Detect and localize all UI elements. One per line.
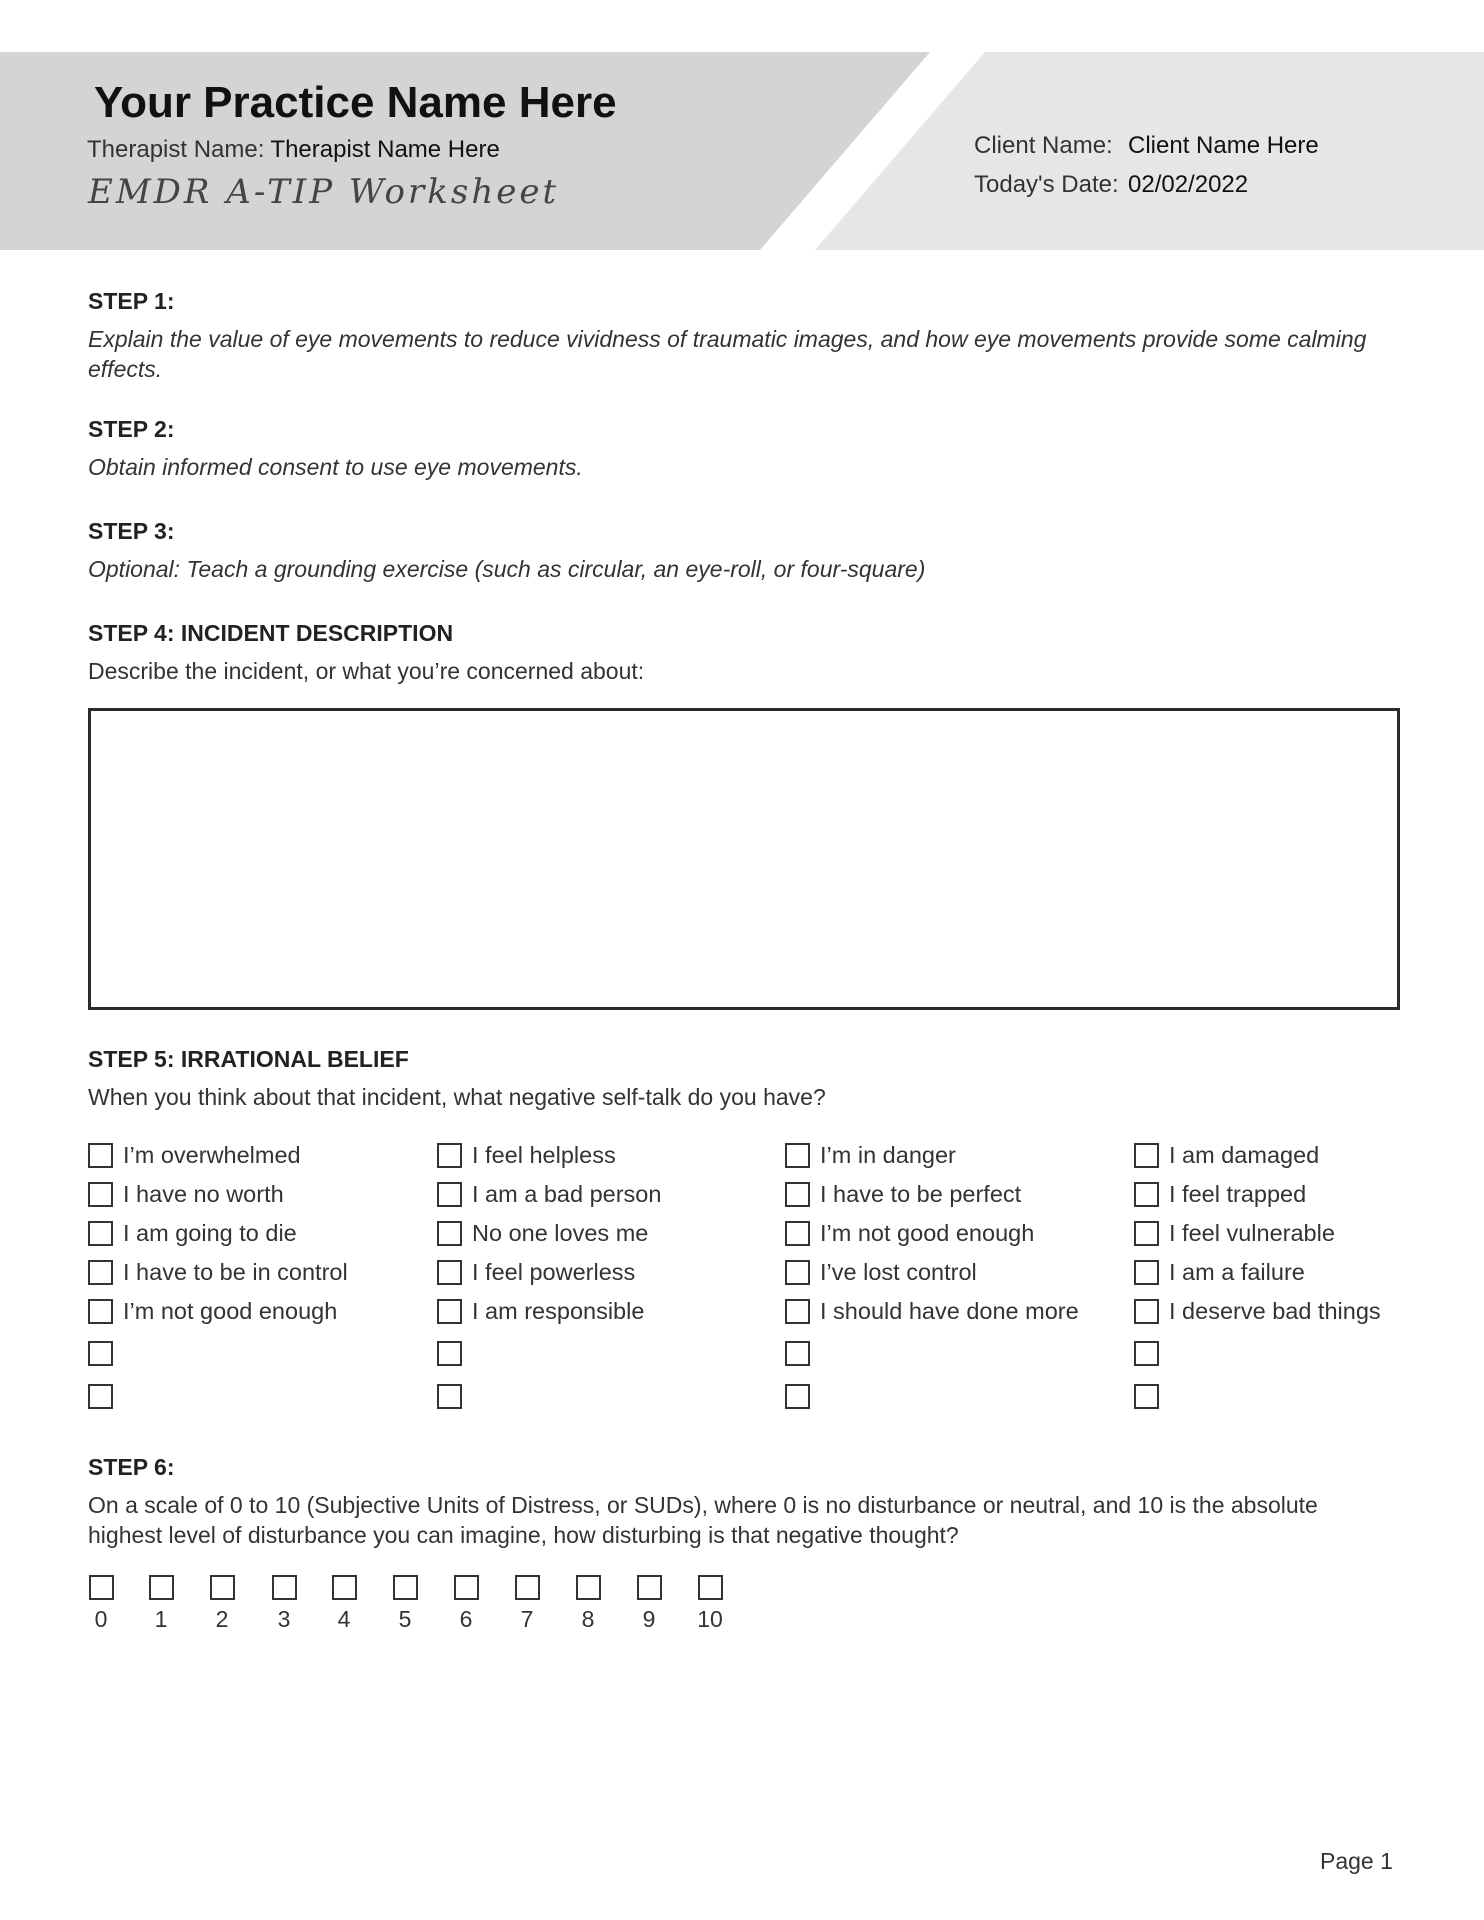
belief-option[interactable]: [785, 1179, 1021, 1209]
sud-option[interactable]: [324, 1575, 364, 1633]
belief-checkbox[interactable]: [88, 1341, 113, 1366]
belief-option-blank[interactable]: [437, 1338, 472, 1368]
belief-checkbox[interactable]: [785, 1384, 810, 1409]
belief-label: I am responsible: [472, 1297, 645, 1324]
belief-checkbox[interactable]: [88, 1384, 113, 1409]
sud-option[interactable]: [202, 1575, 242, 1633]
belief-label: I’m overwhelmed: [123, 1141, 301, 1168]
belief-checkbox[interactable]: [437, 1341, 462, 1366]
sud-checkbox[interactable]: [698, 1575, 723, 1600]
belief-checkbox[interactable]: [1134, 1182, 1159, 1207]
incident-description-box[interactable]: [88, 708, 1400, 1010]
belief-option[interactable]: [437, 1179, 661, 1209]
sud-checkbox[interactable]: [515, 1575, 540, 1600]
belief-checkbox[interactable]: [785, 1260, 810, 1285]
sud-label: 8: [581, 1606, 595, 1632]
belief-option-blank[interactable]: [785, 1381, 820, 1411]
sud-label: 10: [697, 1606, 723, 1632]
belief-option[interactable]: [785, 1296, 1079, 1326]
belief-checkbox[interactable]: [785, 1221, 810, 1246]
step5-title: STEP 5: IRRATIONAL BELIEF: [88, 1046, 409, 1072]
sud-checkbox[interactable]: [210, 1575, 235, 1600]
belief-label: I feel powerless: [472, 1258, 636, 1285]
worksheet-title: EMDR A-TIP Worksheet: [88, 172, 560, 212]
sud-label: 4: [337, 1606, 351, 1632]
page-number: Page 1: [1320, 1848, 1393, 1874]
sud-option[interactable]: [507, 1575, 547, 1633]
belief-label: No one loves me: [472, 1219, 649, 1246]
belief-checkbox[interactable]: [1134, 1384, 1159, 1409]
sud-label: 6: [459, 1606, 473, 1632]
belief-option[interactable]: [1134, 1179, 1306, 1209]
step4-title: STEP 4: INCIDENT DESCRIPTION: [88, 620, 454, 646]
belief-checkbox[interactable]: [1134, 1260, 1159, 1285]
belief-label: I’ve lost control: [820, 1258, 977, 1285]
belief-option[interactable]: [1134, 1140, 1319, 1170]
belief-option-blank[interactable]: [88, 1338, 123, 1368]
belief-option-blank[interactable]: [437, 1381, 472, 1411]
sud-checkbox[interactable]: [149, 1575, 174, 1600]
sud-label: 3: [277, 1606, 291, 1632]
sud-option[interactable]: [690, 1575, 730, 1633]
date-label: Today's Date:: [974, 171, 1119, 198]
sud-checkbox[interactable]: [454, 1575, 479, 1600]
belief-checkbox[interactable]: [88, 1260, 113, 1285]
belief-option-blank[interactable]: [1134, 1381, 1169, 1411]
belief-option[interactable]: [88, 1218, 297, 1248]
sud-option[interactable]: [629, 1575, 669, 1633]
belief-label: I’m in danger: [820, 1141, 956, 1168]
belief-checkbox[interactable]: [437, 1260, 462, 1285]
sud-label: 1: [154, 1606, 168, 1632]
sud-option[interactable]: [385, 1575, 425, 1633]
sud-label: 0: [94, 1606, 108, 1632]
belief-label: I have to be in control: [123, 1258, 348, 1285]
sud-label: 7: [520, 1606, 534, 1632]
sud-option[interactable]: [568, 1575, 608, 1633]
belief-option-blank[interactable]: [785, 1338, 820, 1368]
step5-text: When you think about that incident, what negative self-talk do you have?: [88, 1084, 826, 1110]
belief-checkbox[interactable]: [437, 1299, 462, 1324]
therapist-value: Therapist Name Here: [270, 136, 500, 163]
belief-label: I feel trapped: [1169, 1180, 1307, 1207]
belief-label: I deserve bad things: [1169, 1297, 1381, 1324]
belief-label: I have no worth: [123, 1180, 284, 1207]
belief-checkbox[interactable]: [1134, 1341, 1159, 1366]
therapist-label: Therapist Name:: [87, 136, 265, 163]
step2-title: STEP 2:: [88, 416, 175, 442]
client-name-label: Client Name:: [974, 132, 1113, 159]
sud-option[interactable]: [264, 1575, 304, 1633]
step3-title: STEP 3:: [88, 518, 175, 544]
belief-option[interactable]: [437, 1140, 616, 1170]
belief-option-blank[interactable]: [1134, 1338, 1169, 1368]
belief-checkbox[interactable]: [1134, 1143, 1159, 1168]
belief-option[interactable]: [88, 1257, 348, 1287]
sud-checkbox[interactable]: [393, 1575, 418, 1600]
belief-option[interactable]: [1134, 1296, 1381, 1326]
belief-checkbox[interactable]: [88, 1182, 113, 1207]
belief-checkbox[interactable]: [785, 1182, 810, 1207]
belief-label: I feel vulnerable: [1169, 1219, 1335, 1246]
sud-option[interactable]: [446, 1575, 486, 1633]
belief-option-blank[interactable]: [88, 1381, 123, 1411]
belief-checkbox[interactable]: [785, 1143, 810, 1168]
belief-option[interactable]: [437, 1257, 635, 1287]
step1-text: Explain the value of eye movements to reduce vividness of traumatic images, and how eye movements provide some calming effects.: [88, 326, 1367, 382]
sud-checkbox[interactable]: [332, 1575, 357, 1600]
belief-option[interactable]: [785, 1257, 977, 1287]
belief-label: I have to be perfect: [820, 1180, 1022, 1207]
belief-checkbox[interactable]: [1134, 1221, 1159, 1246]
belief-checkbox[interactable]: [437, 1143, 462, 1168]
belief-label: I am a bad person: [472, 1180, 662, 1207]
step3-text: Optional: Teach a grounding exercise (such as circular, an eye-roll, or four-square): [88, 556, 926, 582]
belief-checkbox[interactable]: [437, 1182, 462, 1207]
belief-option[interactable]: [1134, 1257, 1305, 1287]
sud-option[interactable]: [141, 1575, 181, 1633]
belief-checkbox[interactable]: [437, 1221, 462, 1246]
belief-checkbox[interactable]: [785, 1341, 810, 1366]
belief-option[interactable]: [785, 1140, 956, 1170]
belief-option[interactable]: [437, 1296, 644, 1326]
belief-label: I’m not good enough: [820, 1219, 1035, 1246]
practice-name: Your Practice Name Here: [94, 78, 617, 127]
sud-label: 2: [215, 1606, 229, 1632]
belief-checkbox[interactable]: [785, 1299, 810, 1324]
belief-checkbox[interactable]: [88, 1299, 113, 1324]
belief-checkbox[interactable]: [88, 1221, 113, 1246]
belief-checkbox[interactable]: [88, 1143, 113, 1168]
sud-checkbox[interactable]: [637, 1575, 662, 1600]
belief-label: I am damaged: [1169, 1141, 1320, 1168]
client-info: [974, 126, 1319, 204]
sud-label: 9: [642, 1606, 656, 1632]
belief-label: I am a failure: [1169, 1258, 1305, 1285]
belief-option[interactable]: [785, 1218, 1034, 1248]
client-name-value: Client Name Here: [1128, 132, 1319, 159]
step2-text: Obtain informed consent to use eye movements.: [88, 454, 583, 480]
sud-checkbox[interactable]: [272, 1575, 297, 1600]
belief-option[interactable]: [88, 1140, 301, 1170]
belief-label: I should have done more: [820, 1297, 1079, 1324]
belief-option[interactable]: [88, 1179, 284, 1209]
sud-label: 5: [398, 1606, 412, 1632]
belief-label: I feel helpless: [472, 1141, 616, 1168]
belief-option[interactable]: [437, 1218, 648, 1248]
belief-checkbox[interactable]: [1134, 1299, 1159, 1324]
step4-text: Describe the incident, or what you’re concerned about:: [88, 658, 645, 684]
belief-label: I’m not good enough: [123, 1297, 338, 1324]
belief-option[interactable]: [1134, 1218, 1335, 1248]
step6-title: STEP 6:: [88, 1454, 175, 1480]
step1-title: STEP 1:: [88, 288, 175, 314]
belief-checkbox[interactable]: [437, 1384, 462, 1409]
date-value: 02/02/2022: [1128, 171, 1249, 198]
sud-checkbox[interactable]: [89, 1575, 114, 1600]
belief-option[interactable]: [88, 1296, 337, 1326]
step6-text: On a scale of 0 to 10 (Subjective Units of Distress, or SUDs), where 0 is no disturbance or neutral, and 10 is the absolute highest level of disturbance you can imagine, how disturbing is that negative thought?: [88, 1492, 1318, 1548]
therapist-line: [87, 136, 500, 164]
sud-option[interactable]: [81, 1575, 121, 1633]
belief-label: I am going to die: [123, 1219, 297, 1246]
sud-checkbox[interactable]: [576, 1575, 601, 1600]
